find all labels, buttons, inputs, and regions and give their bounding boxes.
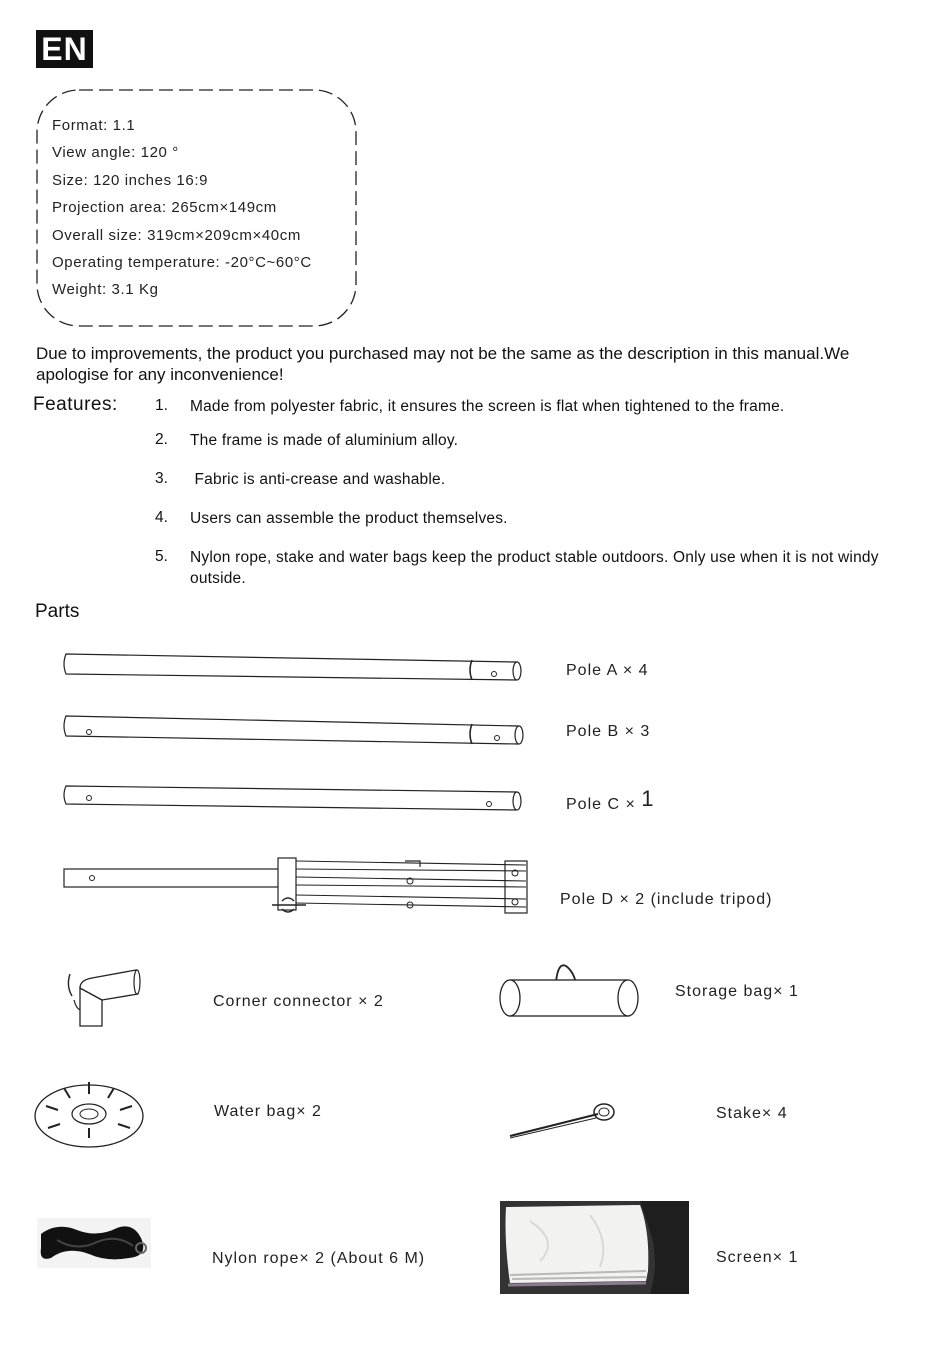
feature-text: Users can assemble the product themselves. (190, 510, 508, 527)
spec-size: Size: 120 inches 16:9 (52, 171, 209, 189)
pole-d-illustration (60, 855, 535, 920)
feature-text: The frame is made of aluminium alloy. (190, 432, 459, 449)
spec-view-angle: View angle: 120 ° (52, 144, 179, 162)
pole-d-label: Pole D × 2 (include tripod) (560, 891, 773, 908)
feature-text: Fabric is anti-crease and washable. (190, 471, 446, 488)
pole-c-quantity: 1 (641, 786, 655, 811)
feature-text: Made from polyester fabric, it ensures the screen is flat when tightened to the frame. (190, 398, 785, 415)
water-bag-label: Water bag× 2 (214, 1103, 322, 1120)
improvement-notice: Due to improvements, the product you purchased may not be the same as the description in this manual.We apologise for any inconvenience! (36, 344, 850, 384)
parts-heading: Parts (35, 601, 80, 622)
corner-connector-illustration (62, 966, 142, 1030)
feature-number: 5. (155, 548, 168, 565)
feature-text: Nylon rope, stake and water bags keep the product stable outdoors. Only use when it is not windy outside. (190, 549, 879, 587)
screen-label: Screen× 1 (716, 1249, 799, 1266)
water-bag-illustration (34, 1078, 146, 1148)
spec-projection-area: Projection area: 265cm×149cm (52, 199, 277, 217)
corner-connector-label: Corner connector × 2 (213, 993, 384, 1010)
pole-b-label: Pole B × 3 (566, 723, 651, 740)
language-badge: EN (36, 30, 93, 68)
spec-format: Format: 1.1 (52, 117, 136, 134)
pole-a-label: Pole A × 4 (566, 662, 649, 679)
storage-bag-label: Storage bag× 1 (675, 983, 799, 1000)
pole-b-illustration (60, 712, 530, 748)
features-heading: Features: (33, 394, 118, 415)
storage-bag-illustration (496, 962, 641, 1020)
spec-list (52, 116, 312, 308)
screen-illustration (500, 1201, 689, 1294)
spec-operating-temperature: Operating temperature: -20°C~60°C (52, 253, 312, 271)
pole-a-illustration (60, 650, 530, 686)
stake-label: Stake× 4 (716, 1105, 788, 1122)
nylon-rope-illustration (37, 1218, 151, 1268)
feature-number: 1. (155, 397, 168, 414)
pole-c-label (566, 786, 655, 815)
feature-number: 2. (155, 431, 168, 448)
nylon-rope-label: Nylon rope× 2 (About 6 M) (212, 1250, 426, 1267)
feature-number: 4. (155, 509, 168, 526)
pole-c-label-text: Pole C × (566, 796, 642, 813)
pole-c-illustration (60, 780, 530, 816)
spec-overall-size: Overall size: 319cm×209cm×40cm (52, 226, 301, 244)
stake-illustration (508, 1100, 618, 1142)
feature-number: 3. (155, 470, 168, 487)
spec-weight: Weight: 3.1 Kg (52, 281, 159, 299)
